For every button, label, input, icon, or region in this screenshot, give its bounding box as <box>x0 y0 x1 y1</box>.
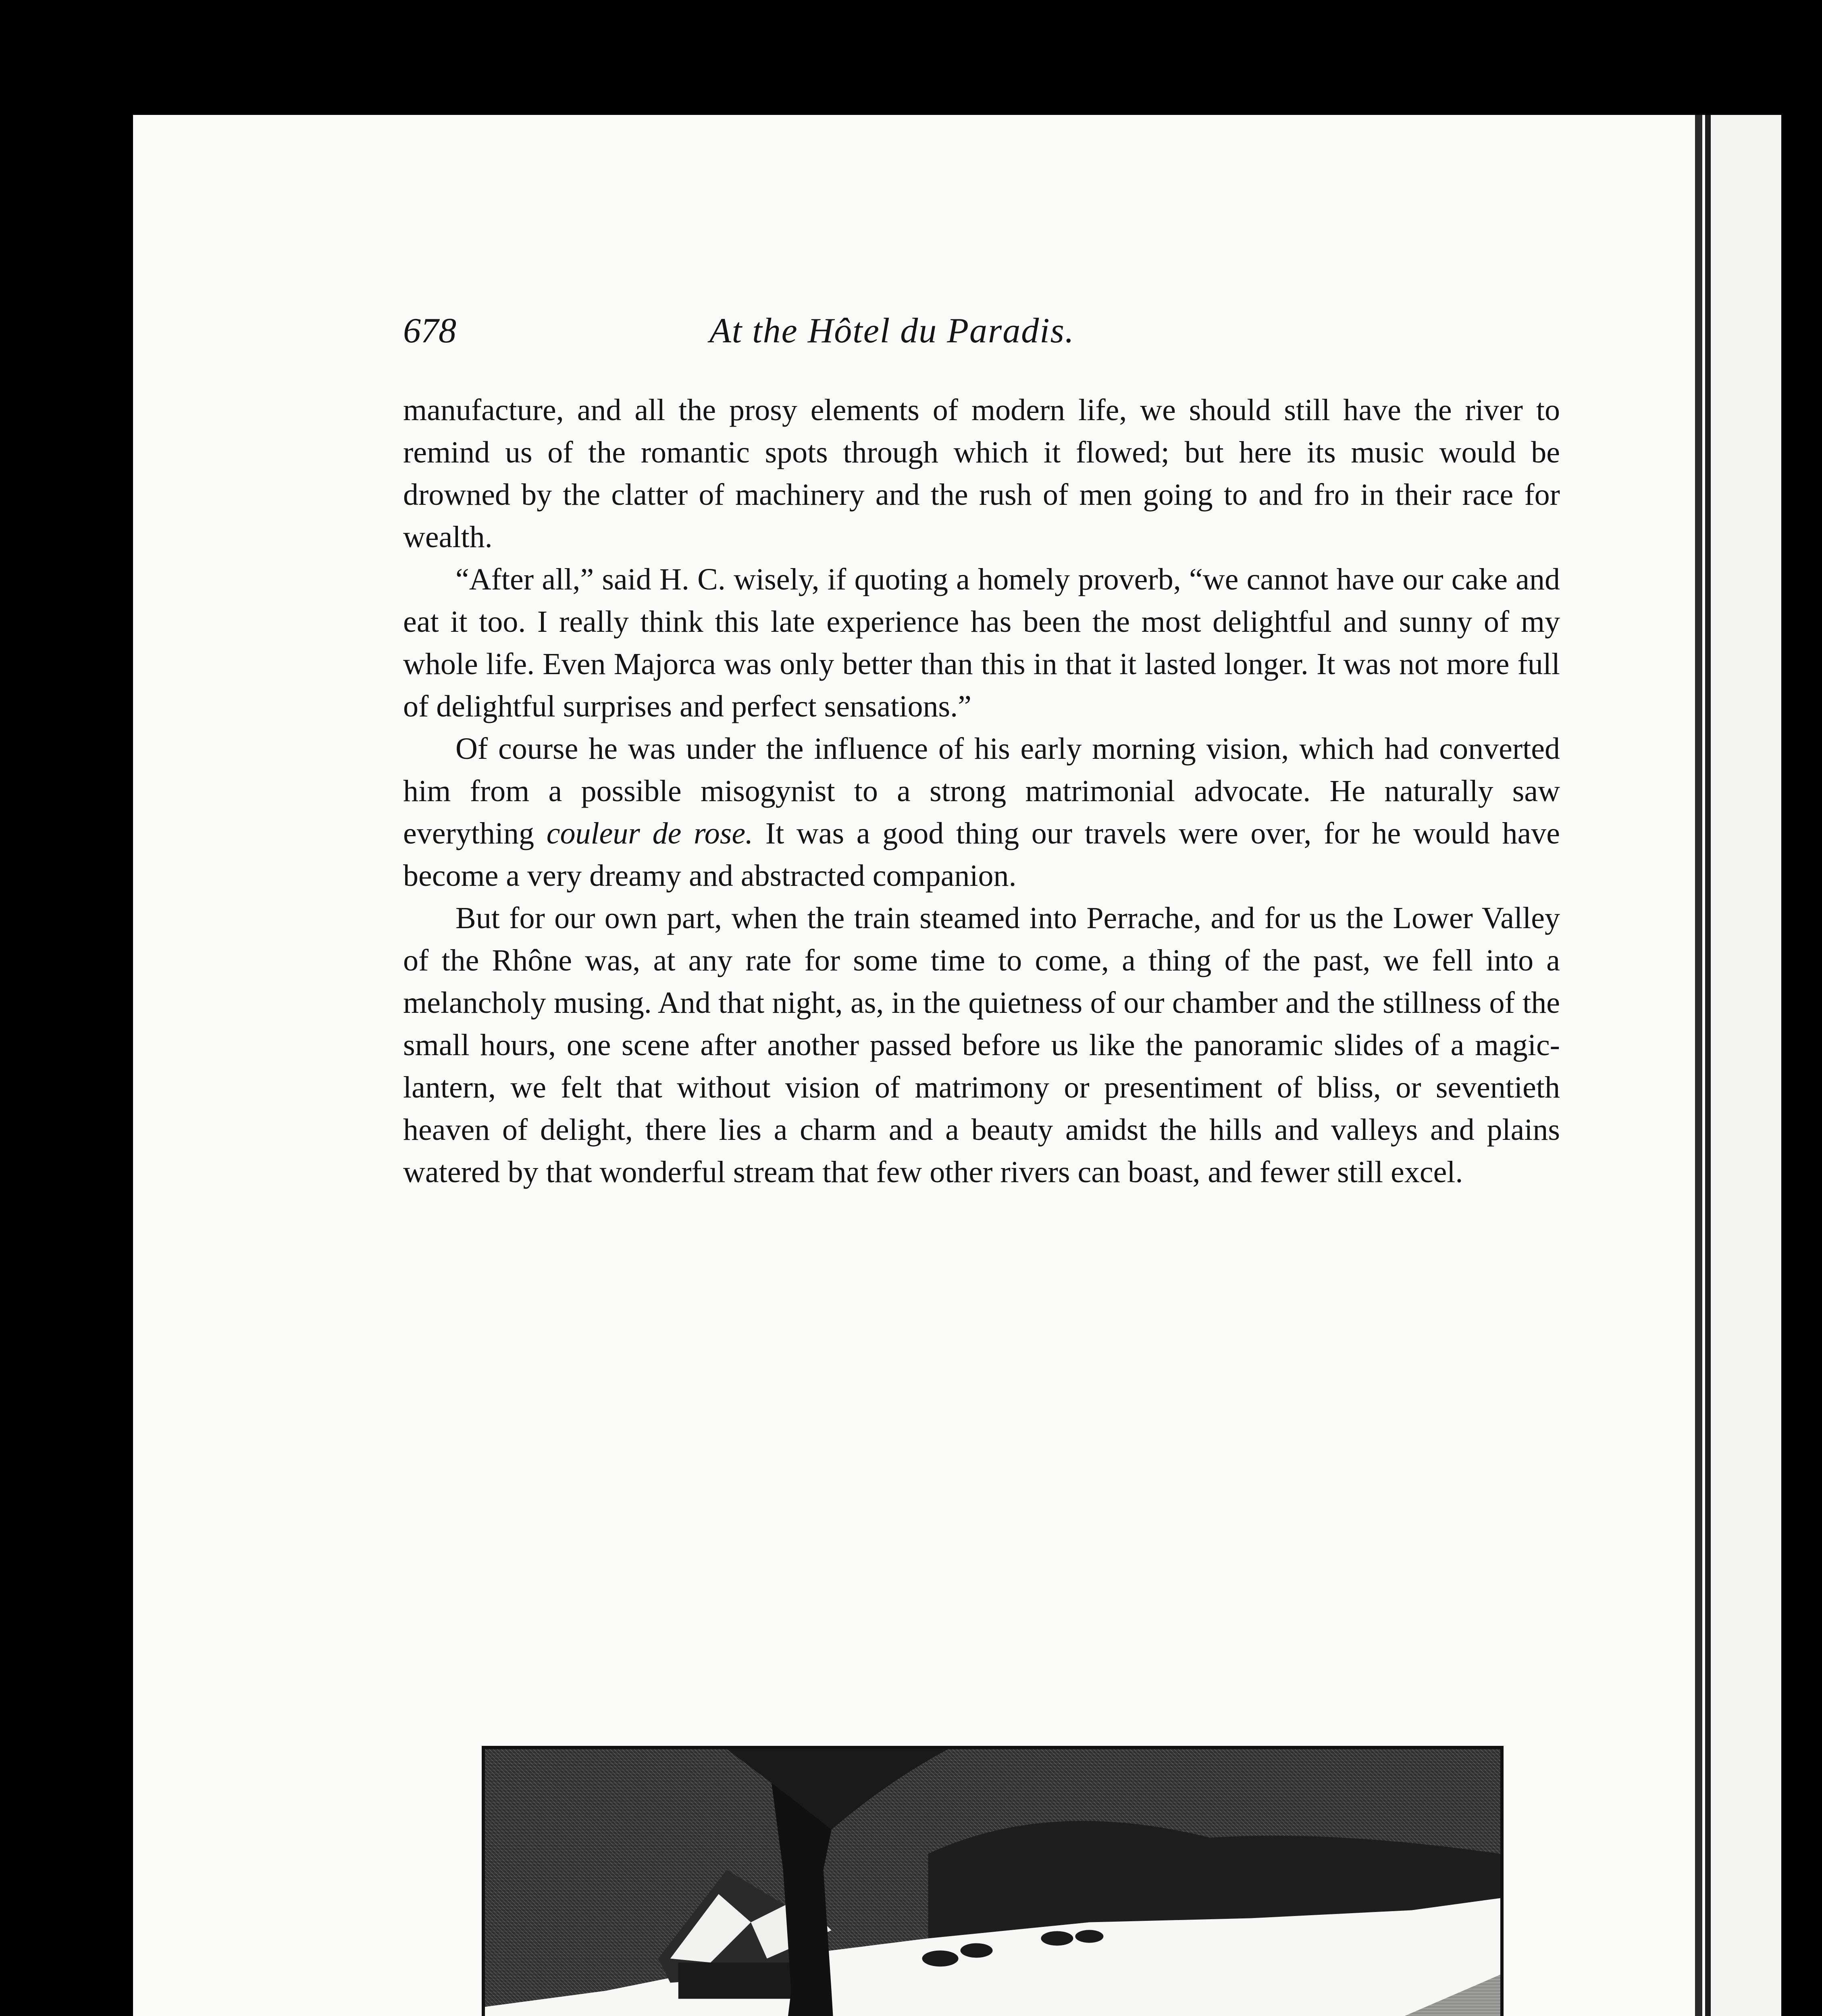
running-head <box>403 310 1560 359</box>
winter-landscape-illustration <box>482 1746 1504 2016</box>
italic-phrase: couleur de rose. <box>546 816 753 850</box>
paragraph: But for our own part, when the train steamed into Perrache, and for us the Lower Valley of the Rhône was, at any rate for some time to come, a thing of the past, we fell into a melancholy musing. And that night, as, in the quietness of our chamber and the stillness of the small hours, one scene after another passed before us like the panoramic slides of a magic-lantern, we felt that without vision of matrimony or presentiment of bliss, or seventieth heaven of delight, there lies a charm and a beauty amidst the hills and valleys and plains watered by that wonderful stream that few other rivers can boast, and fewer still excel. <box>403 901 1560 1189</box>
paragraph: manufacture, and all the prosy elements of modern life, we should still have the river to remind us of the romantic spots through which it flowed; but here its music would be drowned by the clatter of machinery and the rush of men going to and fro in their race for wealth. <box>403 393 1560 554</box>
page-number: 678 <box>403 311 456 350</box>
body-text <box>403 389 1560 1193</box>
gutter-shadow <box>1695 115 1702 2016</box>
running-title: At the Hôtel du Paradis. <box>709 311 1075 350</box>
paragraph <box>403 728 1560 897</box>
adjacent-page-edge <box>1705 115 1781 2016</box>
winter-landscape-icon <box>485 1749 1500 2016</box>
paragraph-text: It was a good thing our travels were over, for he would have become a very dreamy and abstracted companion. <box>403 816 1560 893</box>
paragraph-text: Of course he was under the influence of his early morning vision, which had converted him from a possible misogynist to a strong matrimonial advocate. He naturally saw everything <box>403 732 1560 850</box>
paragraph: “After all,” said H. C. wisely, if quoting a homely proverb, “we cannot have our cake and eat it too. I really think this late experience has been the most delightful and sunny of my whole life. Even Majorca was only better than this in that it lasted longer. It was not more full of delightful surprises and perfect sensations.” <box>403 562 1560 723</box>
